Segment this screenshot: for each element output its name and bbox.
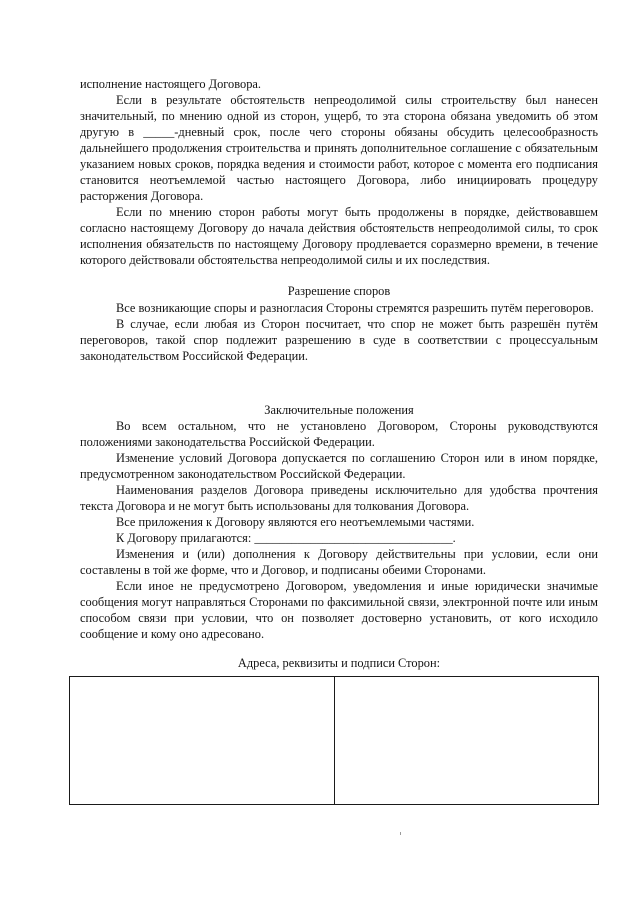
paragraph-notifications: Если иное не предусмотрено Договором, уведомления и иные юридически значимые сообщения могут направляться Сторонами по факсимильной связи, электронной почте или иным способом связи при условии, что он позволяет достоверно установить, от кого исходило сообщение и кому оно адресовано. [80, 579, 598, 641]
paragraph-court: В случае, если любая из Сторон посчитает, что спор не может быть разрешён путём переговоров, такой спор подлежит разрешению в суде в соответствии с процессуальным законодательством Российской Федерации. [80, 317, 598, 363]
final-provisions-block [80, 418, 598, 642]
paragraph-attachments: Все приложения к Договору являются его неотъемлемыми частями. [116, 515, 475, 529]
paragraph-negotiations: Все возникающие споры и разногласия Стороны стремятся разрешить путём переговоров. [116, 301, 594, 315]
force-majeure-block [80, 76, 598, 268]
signature-table [69, 676, 599, 805]
paragraph-section-names: Наименования разделов Договора приведены исключительно для удобства прочтения текста Договора и не могут быть использованы для толкования Договора. [80, 483, 598, 513]
paragraph-legislation: Во всем остальном, что не установлено Договором, Стороны руководствуются положениями законодательства Российской Федерации. [80, 419, 598, 449]
paragraph-continuation: исполнение настоящего Договора. [80, 77, 261, 91]
paragraph-term-extension: Если по мнению сторон работы могут быть продолжены в порядке, действовавшем согласно настоящему Договору до начала действия обстоятельств непреодолимой силы, то срок исполнения обязательств по настоящему Договору продлевается соразмерно времени, в течение которого действовали обстоятельства непреодолимой силы и их последствия. [80, 205, 598, 267]
disputes-block [80, 300, 598, 364]
paragraph-attached-list: К Договору прилагаются: ________________________________. [116, 531, 456, 545]
paragraph-amendment-terms: Изменение условий Договора допускается по соглашению Сторон или в ином порядке, предусмотренном законодательством Российской Федерации. [80, 451, 598, 481]
section-heading-final: Заключительные положения [264, 403, 414, 417]
scan-mark [400, 832, 401, 835]
section-heading-addresses: Адреса, реквизиты и подписи Сторон: [237, 656, 441, 670]
section-heading-disputes: Разрешение споров [287, 284, 391, 298]
signature-cell-right [335, 677, 598, 804]
paragraph-damage-notice: Если в результате обстоятельств непреодолимой силы строительству был нанесен значительный, по мнению одной из сторон, ущерб, то эта сторона обязана уведомить об этом другую в _____-дневный срок, после чего стороны обязаны обсудить целесообразность дальнейшего продолжения строительства и принять дополнительное соглашение с обязательным указанием новых сроков, порядка ведения и стоимости работ, которое с момента его подписания становится неотъемлемой частью настоящего Договора, либо инициировать процедуру расторжения Договора. [80, 93, 598, 203]
signature-cell-left [70, 677, 335, 804]
paragraph-changes-validity: Изменения и (или) дополнения к Договору действительны при условии, если они составлены в той же форме, что и Договор, и подписаны обеими Сторонами. [80, 547, 598, 577]
